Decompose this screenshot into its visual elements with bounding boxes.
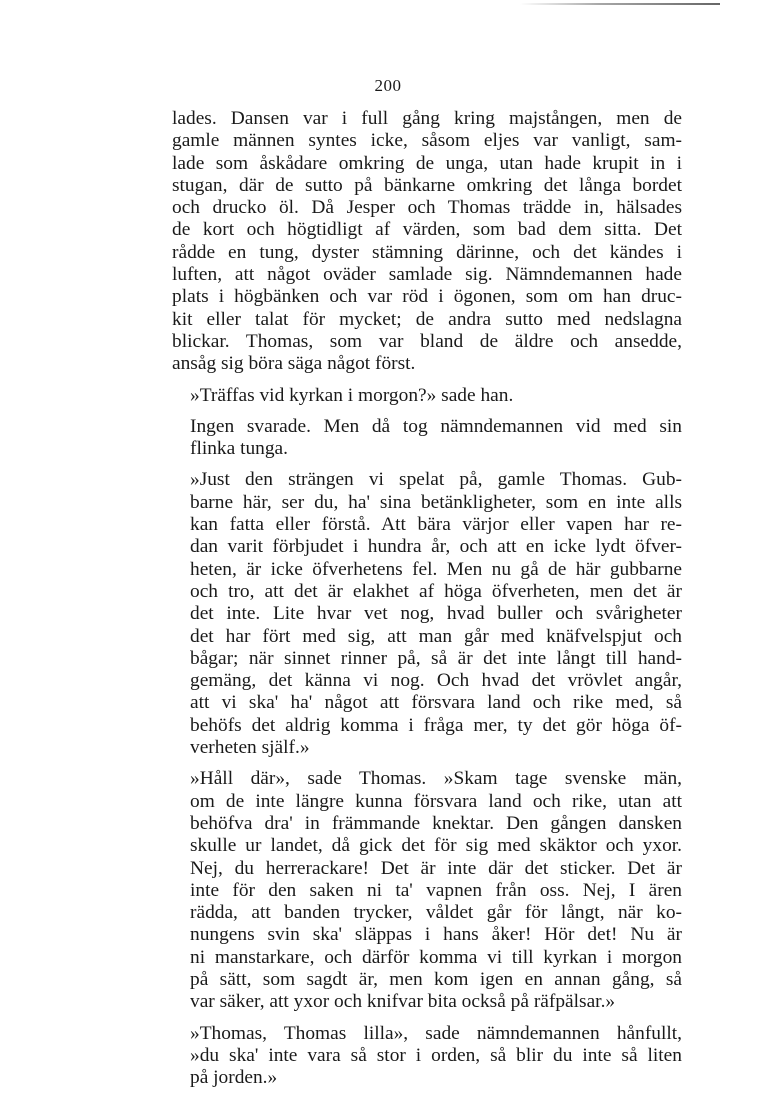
- text-line: blickar. Thomas, som var bland de äldre och ansedde,: [172, 330, 682, 352]
- text-line: lades. Dansen var i full gång kring majstången, men de: [172, 108, 682, 129]
- text-line: ni manstarkare, och därför komma vi till kyrkan i morgon: [190, 946, 682, 968]
- text-line: lade som åskådare omkring de unga, utan hade krupit in i: [172, 152, 682, 174]
- paragraph-speech-namndeman: [172, 469, 682, 759]
- text-line: på sätt, som sagdt är, men kom igen en annan gång, så: [190, 968, 682, 990]
- text-line: de kort och högtidligt af värden, som bad dem sitta. Det: [172, 219, 682, 241]
- paragraph-speech-thomas: [172, 768, 682, 1013]
- text-line: var säker, att yxor och knifvar bita också på räfpälsar.»: [190, 991, 616, 1013]
- text-line: rädda, att banden trycker, våldet går för långt, när ko-: [190, 902, 682, 924]
- text-line: det har fört med sig, att man går med knäfvelspjut och: [190, 625, 682, 647]
- text-line: rådde en tung, dyster stämning därinne, och det kändes i: [172, 241, 682, 263]
- text-line: heten, är icke öfverhetens fel. Men nu gå de här gubbarne: [190, 558, 682, 580]
- text-line: bågar; när sinnet rinner på, så är det inte långt till hand-: [190, 647, 682, 669]
- paragraph-closing: [172, 1023, 682, 1090]
- text-line: »Håll där», sade Thomas. »Skam tage svenske män,: [190, 768, 682, 790]
- text-line: kit eller talat för mycket; de andra sutto med nedslagna: [172, 308, 682, 330]
- text-line: gemäng, det känna vi nog. Och hvad det vrövlet angår,: [190, 670, 682, 692]
- text-line: och drucko öl. Då Jesper och Thomas trädde in, hälsades: [172, 197, 682, 219]
- body-text: [172, 108, 682, 1098]
- page-number: 200: [374, 76, 402, 95]
- text-line: luften, att något oväder samlade sig. Nämndemannen hade: [172, 264, 682, 286]
- paragraph-question: [172, 385, 682, 407]
- text-line: stugan, där de sutto på bänkarne omkring det långa bordet: [172, 174, 682, 196]
- text-line: gamle männen syntes icke, såsom eljes var vanligt, sam-: [172, 130, 682, 152]
- text-line: inte för den saken ni ta' vapnen från oss. Nej, I ären: [190, 879, 682, 901]
- paragraph-reply: [172, 416, 682, 461]
- text-line: »Träffas vid kyrkan i morgon?» sade han.: [190, 384, 514, 406]
- text-line: på jorden.»: [190, 1067, 278, 1089]
- text-line: och tro, att det är elakhet af höga öfverheten, men det är: [190, 580, 682, 602]
- text-line: behöfva dra' in främmande knektar. Den gången dansken: [190, 812, 682, 834]
- text-line: »Thomas, Thomas lilla», sade nämndemannen hånfullt,: [190, 1022, 682, 1044]
- text-line: flinka tunga.: [190, 438, 289, 460]
- text-line: skulle ur landet, då gick det för sig med skäktor och yxor.: [190, 835, 682, 857]
- paragraph-opening: [172, 108, 682, 376]
- text-line: »du ska' inte vara så stor i orden, så blir du inte så liten: [190, 1044, 682, 1066]
- text-line: nungens svin ska' släppas i hans åker! Hör det! Nu är: [190, 924, 682, 946]
- text-line: Nej, du herrerackare! Det är inte där det sticker. Det är: [190, 857, 682, 879]
- text-line: barne här, ser du, ha' sina betänkligheter, som en inte alls: [190, 491, 682, 513]
- text-line: »Just den strängen vi spelat på, gamle Thomas. Gub-: [190, 469, 682, 491]
- text-line: Ingen svarade. Men då tog nämndemannen vid med sin: [190, 415, 682, 437]
- text-line: kan fatta eller förstå. Att bära värjor eller vapen har re-: [190, 514, 682, 536]
- text-line: verheten själf.»: [190, 737, 310, 759]
- text-line: plats i högbänken och var röd i ögonen, som om han druc-: [172, 286, 682, 308]
- text-line: dan varit förbjudet i hundra år, och att en icke lydt öfver-: [190, 536, 682, 558]
- scan-edge-mark: [520, 3, 720, 5]
- text-line: att vi ska' ha' något att försvara land och rike med, så: [190, 692, 682, 714]
- text-line: om de inte längre kunna försvara land och rike, utan att: [190, 790, 682, 812]
- text-line: det inte. Lite hvar vet nog, hvad buller och svårigheter: [190, 603, 682, 625]
- text-line: ansåg sig böra säga något först.: [172, 353, 416, 375]
- text-line: behöfs det aldrig komma i fråga mer, ty det gör höga öf-: [190, 714, 682, 736]
